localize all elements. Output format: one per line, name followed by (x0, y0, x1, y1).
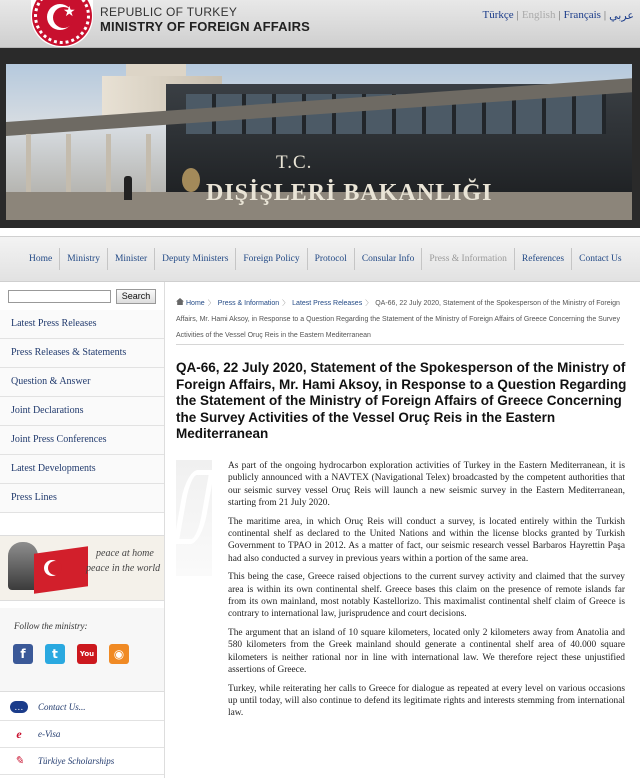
article-paragraph: The maritime area, in which Oruç Reis will conduct a survey, is located entirely within the Turkish continental shelf as declared to the United Nations and within the license blocks granted by Turkish Government to TPAO in 2012. As a matter of fact, our seismic research vessel Barbaros Hayrettin Paşa had also conducted a survey in previous years within a portion of the same area. (228, 516, 625, 564)
article-body (228, 460, 625, 726)
sidebar-item-press-lines[interactable]: Press Lines (0, 484, 164, 513)
ministry-seal-plaque (182, 168, 200, 192)
nav-foreign-policy[interactable]: Foreign Policy (243, 254, 300, 264)
peace-line1: peace at home (96, 548, 154, 559)
article-paragraph: The argument that an island of 10 square kilometers, located only 2 kilometers away from Anatolia and 580 kilometers from the Greek mainland should generate a continental shelf area of 40.000 square kilometers is neither rational nor in line with international law. We therefore reject these unjustified assertions of Greece. (228, 627, 625, 676)
nav-references[interactable]: References (521, 254, 565, 264)
youtube-icon[interactable]: You (77, 644, 97, 664)
lang-turkish[interactable]: Türkçe (482, 9, 514, 21)
chevron-right-icon: 〉 (365, 300, 373, 307)
sidebar-links (0, 694, 164, 775)
sidebar-item-latest-developments[interactable]: Latest Developments (0, 455, 164, 484)
contact-us-link[interactable]: … Contact Us... (0, 694, 164, 721)
ministry-label: MINISTRY OF FOREIGN AFFAIRS (100, 19, 311, 34)
lang-french[interactable]: Français (563, 9, 601, 21)
nav-consular-info[interactable]: Consular Info (361, 254, 415, 264)
sidebar-item-joint-declarations[interactable]: Joint Declarations (0, 397, 164, 426)
breadcrumb-latest-press-releases[interactable]: Latest Press Releases (292, 300, 363, 307)
follow-ministry-box (0, 608, 164, 692)
sidebar-item-latest-press-releases[interactable]: Latest Press Releases (0, 310, 164, 339)
lang-english: English (521, 9, 556, 21)
divider (176, 344, 624, 345)
ministry-banner (0, 48, 640, 228)
scholarships-link[interactable]: ✎ Türkiye Scholarships (0, 748, 164, 775)
follow-label: Follow the ministry: (14, 621, 88, 631)
nav-protocol[interactable]: Protocol (314, 254, 347, 264)
breadcrumb (176, 296, 631, 344)
nav-home[interactable]: Home (29, 254, 53, 264)
evisa-icon: e (16, 727, 22, 741)
breadcrumb-press-information[interactable]: Press & Information (217, 300, 280, 307)
search-button[interactable]: Search (116, 289, 156, 304)
article-paragraph: As part of the ongoing hydrocarbon exploration activities of Turkey in the Eastern Mediterranean, it is publicly announced with a NAVTEX (Navigational Telex) broadcasted by the competent authorities that our seismic survey vessel Oruç Reis will launch a new seismic survey in the Eastern Mediterranean, starting from 21 July 2020. (228, 461, 625, 509)
ministry-building-photo (6, 64, 632, 220)
sidebar-item-press-releases-statements[interactable]: Press Releases & Statements (0, 339, 164, 368)
chevron-right-icon: 〉 (282, 300, 290, 307)
scholarship-icon: ✎ (14, 755, 24, 767)
twitter-icon[interactable]: t (45, 644, 65, 664)
main-navigation (0, 236, 640, 282)
evisa-link[interactable]: e e-Visa (0, 721, 164, 748)
nav-ministry[interactable]: Ministry (67, 254, 100, 264)
lang-arabic[interactable]: عربي (609, 10, 634, 22)
nav-minister[interactable]: Minister (114, 254, 148, 264)
site-header (0, 0, 640, 48)
peace-line2: peace in the world (86, 563, 161, 574)
article-paragraph: Turkey, while reiterating her calls to Greece for dialogue as repeated at every level on various occasions up until today, will also continue to defend its legitimate rights and interests stemming from international law. (228, 683, 625, 719)
republic-label: REPUBLIC OF TURKEY (100, 5, 238, 19)
sidebar-item-joint-press-conferences[interactable]: Joint Press Conferences (0, 426, 164, 455)
sidebar-item-question-answer[interactable]: Question & Answer (0, 368, 164, 397)
breadcrumb-home[interactable]: Home (186, 300, 205, 307)
nav-deputy-ministers[interactable]: Deputy Ministers (162, 254, 229, 264)
quote-mark-decoration (176, 460, 212, 576)
sidebar (0, 282, 165, 778)
facebook-icon[interactable]: f (13, 644, 33, 664)
building-sign-line1: T.C. (276, 152, 313, 173)
sidebar-menu (0, 310, 164, 513)
chevron-right-icon: 〉 (207, 300, 215, 307)
language-switcher: Türkçe | English | Français | عربي (482, 9, 634, 22)
page-title: QA-66, 22 July 2020, Statement of the Spokesperson of the Ministry of Foreign Affairs, Mr. Hami Aksoy, in Response to a Question Regarding the Statement of the Ministry of Foreign Affairs of Greece Concerning the Survey Activities of the Vessel Oruç Reis in the Eastern Mediterranean (176, 360, 627, 441)
chat-icon: … (10, 701, 28, 713)
nav-press-information[interactable]: Press & Information (429, 254, 507, 264)
main-content (176, 282, 631, 778)
building-sign-line2: DIŞİŞLERİ BAKANLIĞI (206, 180, 493, 206)
turkey-emblem-logo[interactable]: ★ (31, 0, 93, 47)
nav-contact-us[interactable]: Contact Us (579, 254, 622, 264)
article-paragraph: This being the case, Greece raised objections to the current survey activity and claimed that the survey area is within its own continental shelf. Greece bases this claim on the presence of remote islands far from its own mainland, most notably Kastellorizo. This maximalist continental shelf claim of Greece is contrary to international law, jurisprudence and court decisions. (228, 572, 625, 620)
peace-at-home-banner[interactable] (0, 535, 164, 601)
rss-icon[interactable]: ◉ (109, 644, 129, 664)
search-input[interactable] (8, 290, 111, 303)
breadcrumb-current: QA-66, 22 July 2020, Statement of the Spokesperson of the Ministry of Foreign Affairs, Mr. Hami Aksoy, in Response to a Question Regarding the Statement of the Ministry of Foreign Affairs of Greece Concerning the Survey Activities of the Vessel Oruç Reis in the Eastern Mediterranean (176, 300, 620, 339)
home-icon[interactable] (176, 298, 184, 305)
